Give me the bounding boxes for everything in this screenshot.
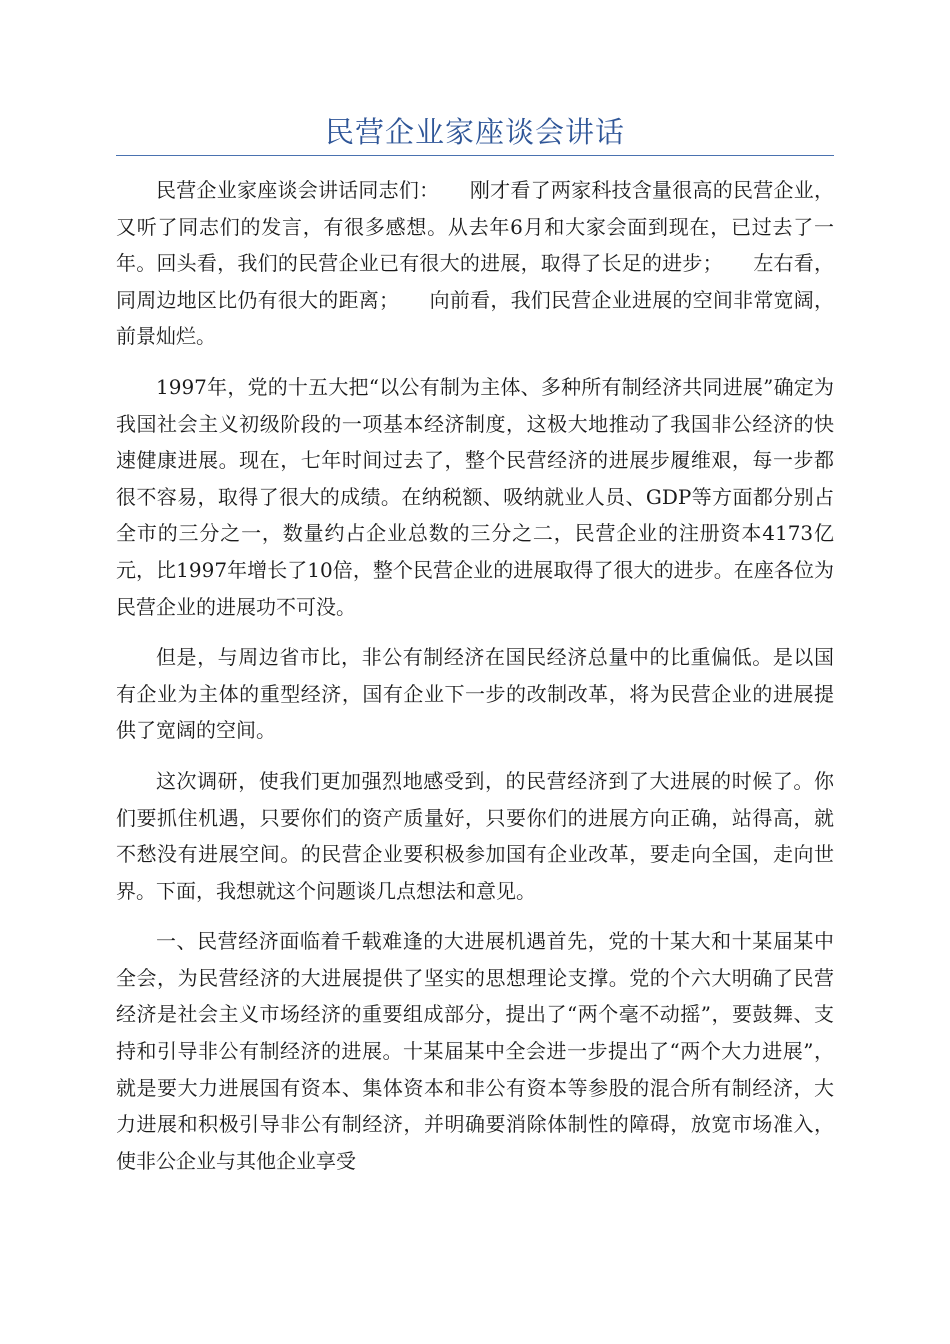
paragraph-5: 一、民营经济面临着千载难逢的大进展机遇首先，党的十某大和十某届某中全会，为民营经济的大进展提供了坚实的思想理论支撑。党的个六大明确了民营经济是社会主义市场经济的重要组成部分，提出了“两个毫不动摇”，要鼓舞、支持和引导非公有制经济的进展。十某届某中全会进一步提出了“两个大力进展”，就是要大力进展国有资本、集体资本和非公有资本等参股的混合所有制经济，大力进展和积极引导非公有制经济，并明确要消除体制性的障碍，放宽市场准入，使非公企业与其他企业享受 xyxy=(116,929,834,1173)
document-title: 民营企业家座谈会讲话 xyxy=(324,115,625,149)
document-body xyxy=(116,172,834,1193)
paragraph-1: 民营企业家座谈会讲话同志们： 刚才看了两家科技含量很高的民营企业，又听了同志们的发言，有很多感想。从去年6月和大家会面到现在，已过去了一年。回头看，我们的民营企业已有很大的进展，取得了长足的进步； 左右看，同周边地区比仍有很大的距离； 向前看，我们民营企业进展的空间非常宽阔，前景灿烂。 xyxy=(116,178,834,349)
paragraph-2: 1997年，党的十五大把“以公有制为主体、多种所有制经济共同进展”确定为我国社会主义初级阶段的一项基本经济制度，这极大地推动了我国非公经济的快速健康进展。现在，七年时间过去了，整个民营经济的进展步履维艰，每一步都很不容易，取得了很大的成绩。在纳税额、吸纳就业人员、GDP等方面都分别占全市的三分之一，数量约占企业总数的三分之二，民营企业的注册资本4173亿元，比1997年增长了10倍，整个民营企业的进展取得了很大的进步。在座各位为民营企业的进展功不可没。 xyxy=(116,374,834,619)
paragraph-4: 这次调研，使我们更加强烈地感受到，的民营经济到了大进展的时候了。你们要抓住机遇，只要你们的资产质量好，只要你们的进展方向正确，站得高，就不愁没有进展空间。的民营企业要积极参加国有企业改革，要走向全国，走向世界。下面，我想就这个问题谈几点想法和意见。 xyxy=(116,768,834,903)
title-underline xyxy=(116,155,834,156)
paragraph-3: 但是，与周边省市比，非公有制经济在国民经济总量中的比重偏低。是以国有企业为主体的重型经济，国有企业下一步的改制改革，将为民营企业的进展提供了宽阔的空间。 xyxy=(116,645,834,743)
